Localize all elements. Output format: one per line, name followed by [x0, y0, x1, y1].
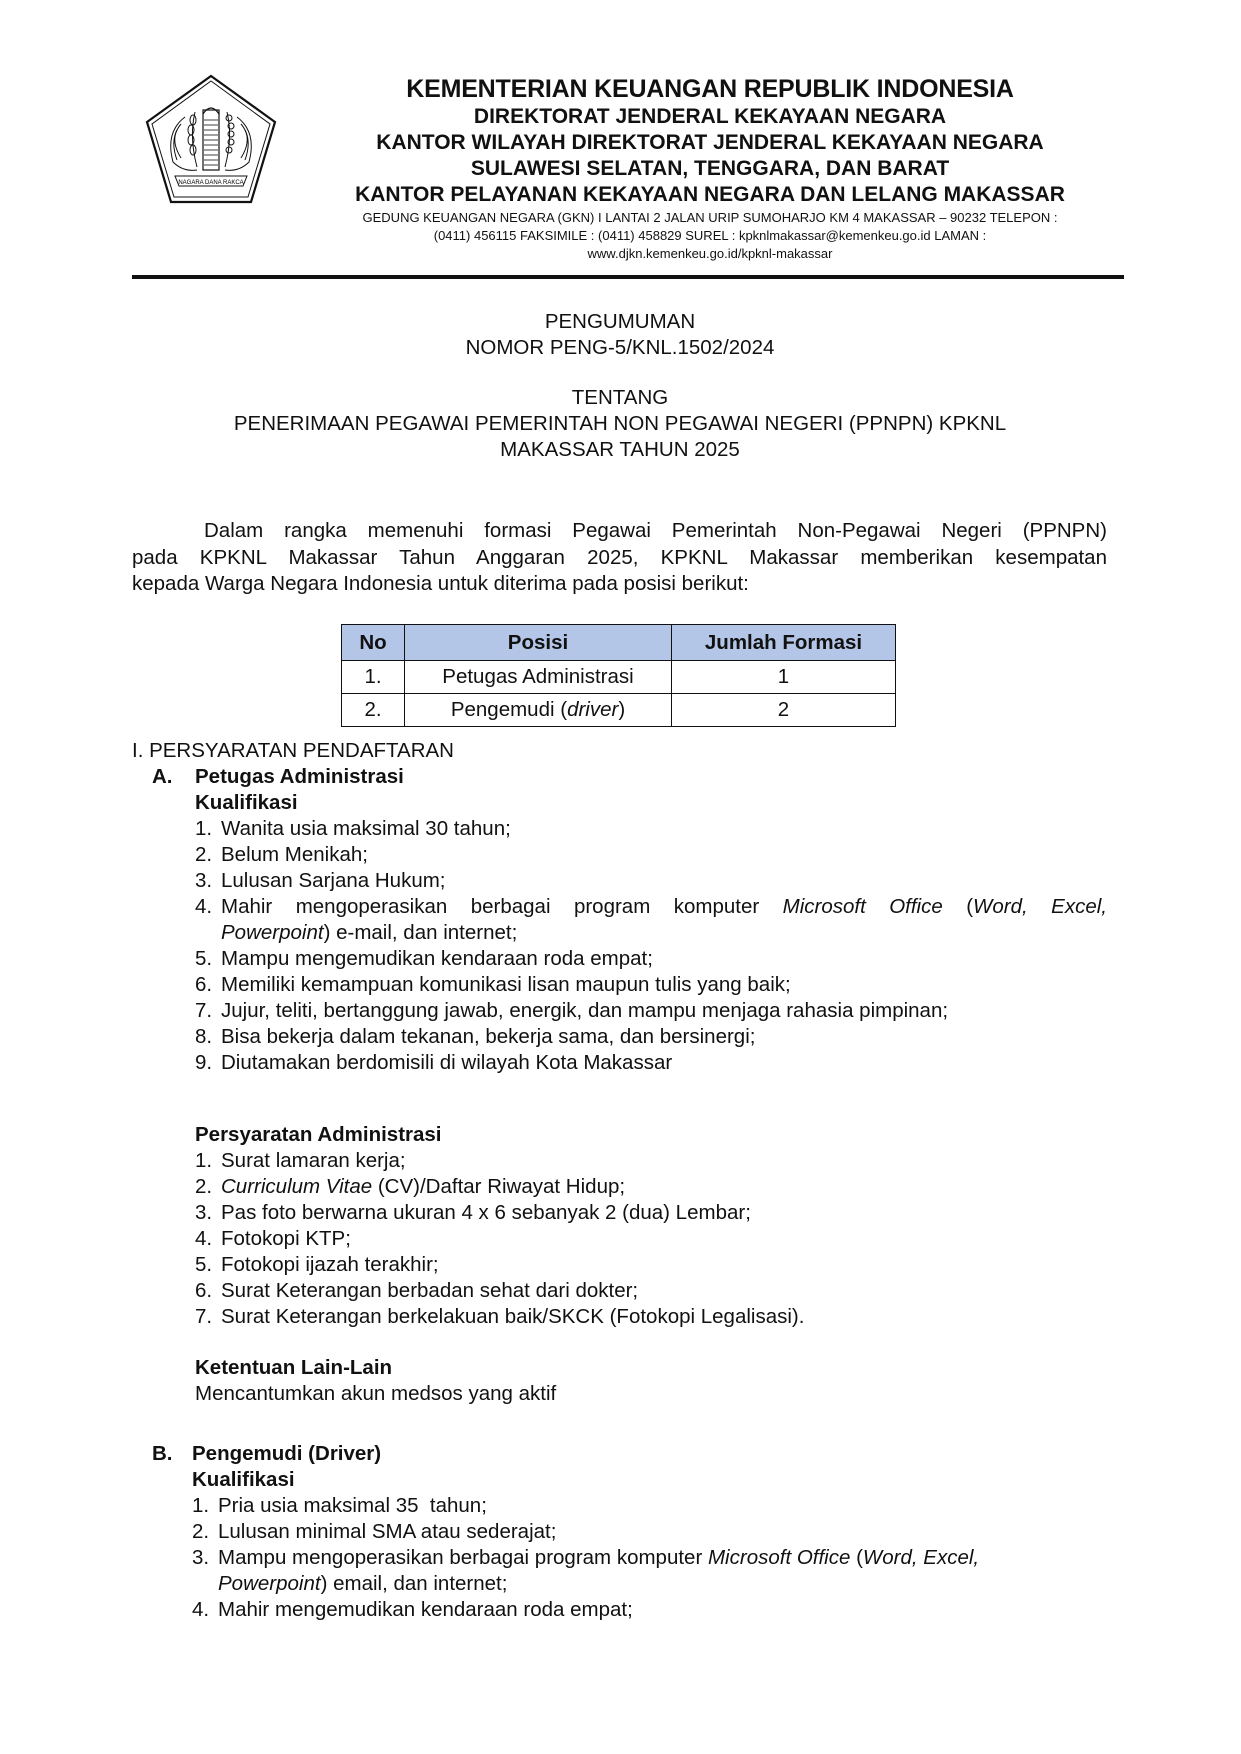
- letterhead-divider: [132, 275, 1124, 279]
- cell-jumlah: 1: [672, 661, 896, 694]
- administrasi-heading-a: Persyaratan Administrasi: [195, 1123, 442, 1146]
- list-item: 6. Surat Keterangan berbadan sehat dari dokter;: [195, 1279, 639, 1302]
- svg-text:NAGARA DANA RAKCA: NAGARA DANA RAKCA: [178, 180, 244, 186]
- list-item: 1. Pria usia maksimal 35 tahun;: [192, 1494, 487, 1517]
- region-name: SULAWESI SELATAN, TENGGARA, DAN BARAT: [470, 157, 950, 180]
- about-label: TENTANG: [571, 386, 669, 409]
- intro-paragraph: [132, 518, 1107, 598]
- list-item: 9. Diutamakan berdomisili di wilayah Kota Makassar: [195, 1051, 673, 1074]
- kualifikasi-list-a: [195, 816, 1107, 1076]
- list-item: 7. Jujur, teliti, bertanggung jawab, energik, dan mampu menjaga rahasia pimpinan;: [195, 999, 949, 1022]
- list-item: 2. Belum Menikah;: [195, 843, 368, 866]
- list-item: 1. Surat lamaran kerja;: [195, 1149, 406, 1172]
- kualifikasi-list-b: [192, 1493, 1072, 1623]
- cell-no: 1.: [342, 661, 405, 694]
- list-item: 4. Mahir mengoperasikan berbagai program komputer Microsoft Office (Word, Excel, Powerpoint) e-mail, dan internet;: [195, 895, 1107, 944]
- subsection-letter-b: B.: [152, 1442, 173, 1465]
- letterhead: [300, 74, 1120, 262]
- list-item: 3. Pas foto berwarna ukuran 4 x 6 sebanyak 2 (dua) Lembar;: [195, 1201, 751, 1224]
- section-heading: I. PERSYARATAN PENDAFTARAN: [132, 739, 454, 762]
- doc-number: NOMOR PENG-5/KNL.1502/2024: [465, 336, 775, 359]
- intro-line-3: kepada Warga Negara Indonesia untuk diterima pada posisi berikut:: [132, 572, 749, 595]
- regional-office-name: KANTOR WILAYAH DIREKTORAT JENDERAL KEKAYAAN NEGARA: [376, 131, 1044, 154]
- list-item: 3. Lulusan Sarjana Hukum;: [195, 869, 446, 892]
- list-item: 2. Curriculum Vitae (CV)/Daftar Riwayat Hidup;: [195, 1175, 626, 1198]
- address-line-2: (0411) 456115 FAKSIMILE : (0411) 458829 SUREL : kpknlmakassar@kemenkeu.go.id LAMAN :: [433, 228, 987, 243]
- announcement-title: [130, 309, 1110, 463]
- table-row: [342, 661, 896, 694]
- intro-line-2: pada KPKNL Makassar Tahun Anggaran 2025, KPKNL Makassar memberikan kesempatan: [132, 545, 1107, 569]
- list-item: 6. Memiliki kemampuan komunikasi lisan maupun tulis yang baik;: [195, 973, 791, 996]
- lain-lain-heading-a: Ketentuan Lain-Lain: [195, 1356, 393, 1379]
- cell-posisi: Pengemudi (driver): [405, 694, 672, 727]
- subsection-title-a: Petugas Administrasi: [195, 765, 404, 788]
- formation-table: [341, 624, 896, 727]
- directorate-name: DIREKTORAT JENDERAL KEKAYAAN NEGARA: [473, 105, 947, 128]
- list-item: 1. Wanita usia maksimal 30 tahun;: [195, 817, 511, 840]
- table-row: [342, 694, 896, 727]
- service-office-name: KANTOR PELAYANAN KEKAYAAN NEGARA DAN LELANG MAKASSAR: [355, 183, 1065, 206]
- cell-posisi: Petugas Administrasi: [405, 661, 672, 694]
- list-item: 3. Mampu mengoperasikan berbagai program komputer Microsoft Office (Word, Excel, Powerpoint) email, dan internet;: [192, 1546, 980, 1595]
- list-item: 5. Mampu mengemudikan kendaraan roda empat;: [195, 947, 653, 970]
- ministry-name: KEMENTERIAN KEUANGAN REPUBLIK INDONESIA: [406, 75, 1014, 103]
- list-item: 7. Surat Keterangan berkelakuan baik/SKCK (Fotokopi Legalisasi).: [195, 1305, 805, 1328]
- list-item: 4. Mahir mengemudikan kendaraan roda empat;: [192, 1598, 633, 1621]
- list-item: 5. Fotokopi ijazah terakhir;: [195, 1253, 439, 1276]
- cell-no: 2.: [342, 694, 405, 727]
- kemenkeu-logo-icon: [143, 72, 279, 208]
- column-header-jumlah: Jumlah Formasi: [672, 625, 896, 661]
- list-item: 2. Lulusan minimal SMA atau sederajat;: [192, 1520, 557, 1543]
- column-header-no: No: [342, 625, 405, 661]
- website-link[interactable]: www.djkn.kemenkeu.go.id/kpknl-makassar: [587, 246, 833, 261]
- table-header-row: [342, 625, 896, 661]
- doc-type: PENGUMUMAN: [544, 310, 696, 333]
- lain-lain-text-a: Mencantumkan akun medsos yang aktif: [195, 1382, 557, 1405]
- column-header-posisi: Posisi: [405, 625, 672, 661]
- subsection-title-b: Pengemudi (Driver): [192, 1442, 382, 1465]
- intro-line-1: Dalam rangka memenuhi formasi Pegawai Pemerintah Non-Pegawai Negeri (PPNPN): [204, 519, 1107, 542]
- kualifikasi-heading-b: Kualifikasi: [192, 1468, 295, 1491]
- subsection-letter-a: A.: [152, 765, 173, 788]
- list-item: 8. Bisa bekerja dalam tekanan, bekerja sama, dan bersinergi;: [195, 1025, 756, 1048]
- cell-jumlah: 2: [672, 694, 896, 727]
- list-item: 4. Fotokopi KTP;: [195, 1227, 351, 1250]
- subject-line-2: MAKASSAR TAHUN 2025: [500, 438, 740, 461]
- subject-line-1: PENERIMAAN PEGAWAI PEMERINTAH NON PEGAWAI NEGERI (PPNPN) KPKNL: [233, 412, 1007, 435]
- administrasi-list-a: [195, 1148, 1107, 1330]
- kualifikasi-heading-a: Kualifikasi: [195, 791, 298, 814]
- address-line-1: GEDUNG KEUANGAN NEGARA (GKN) I LANTAI 2 JALAN URIP SUMOHARJO KM 4 MAKASSAR – 90232 TELEPON :: [362, 210, 1058, 225]
